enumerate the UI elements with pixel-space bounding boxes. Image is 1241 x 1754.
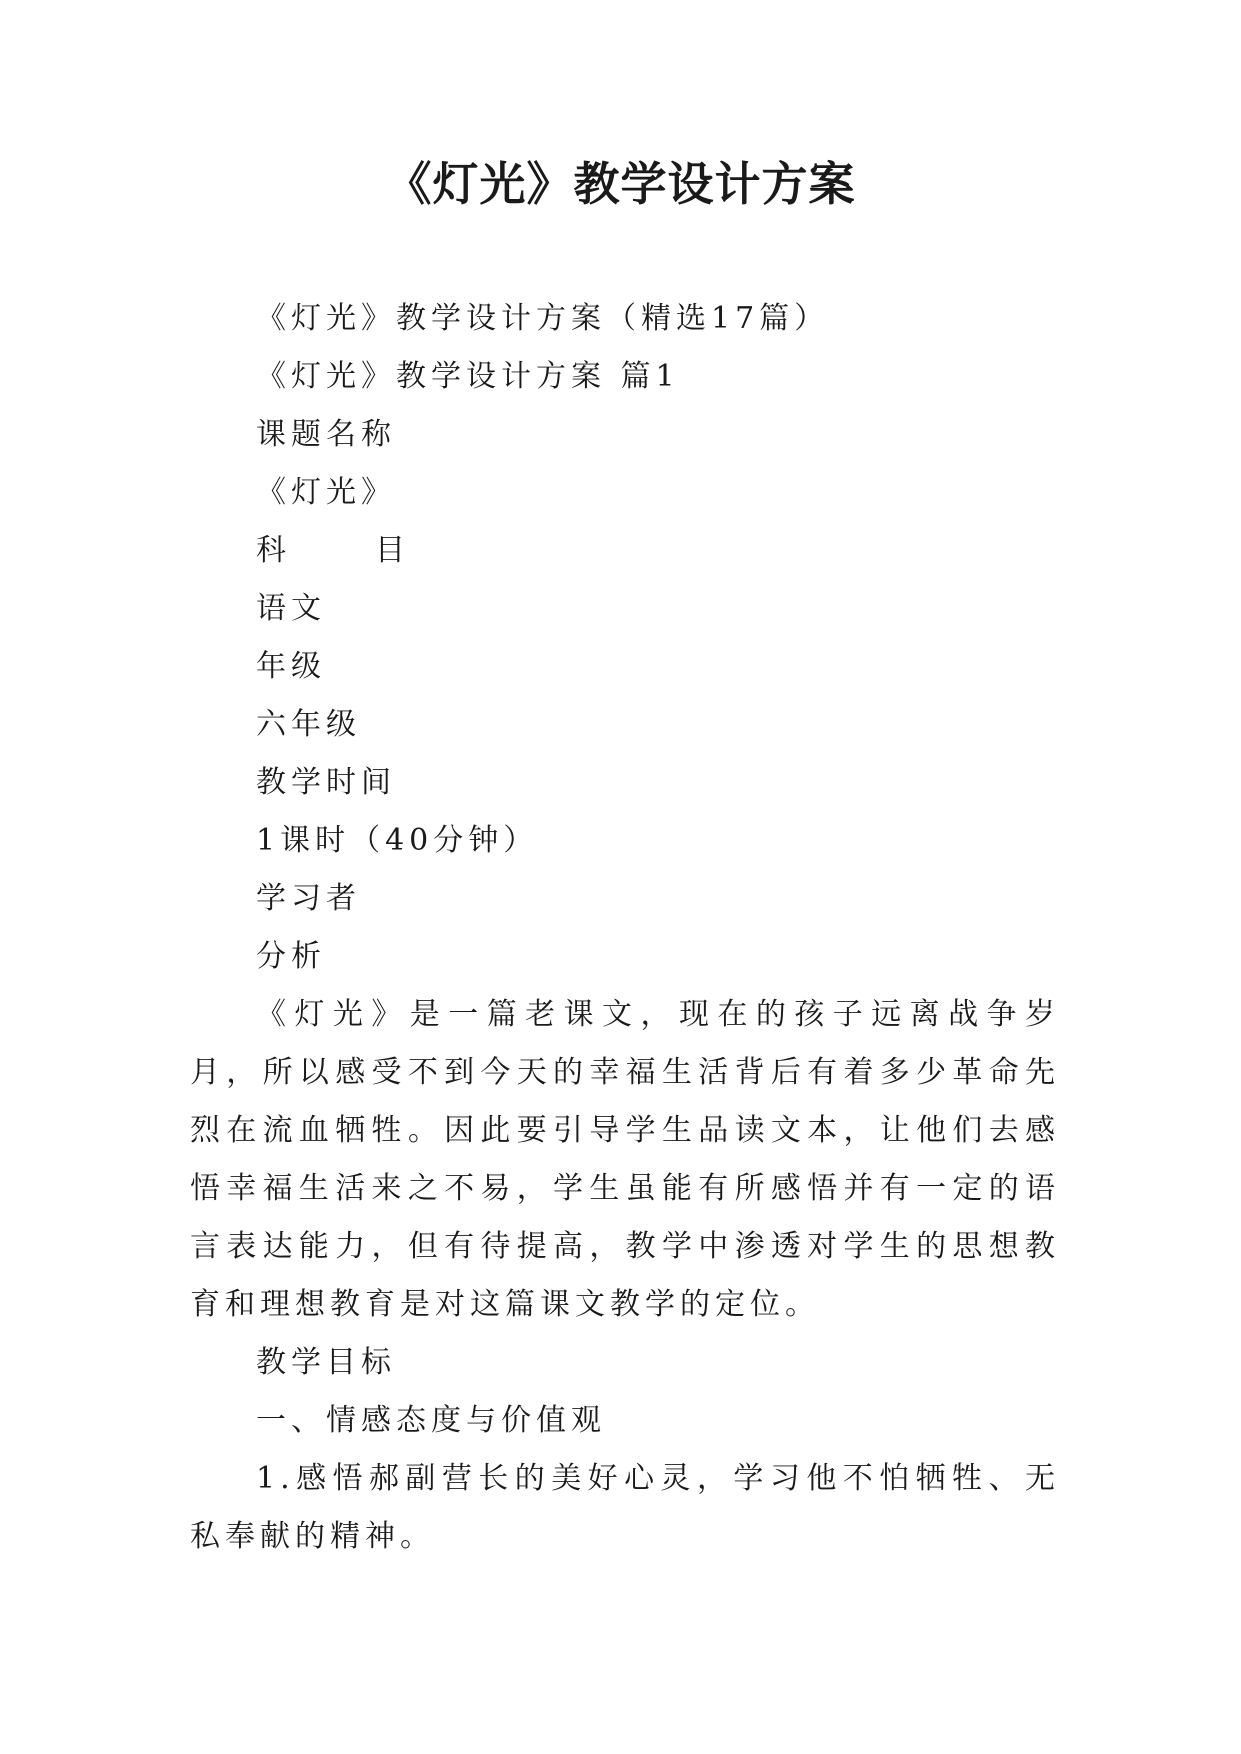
subject-label-part1: 科 [256,533,291,568]
subject-label [190,522,1060,580]
document-title: 《灯光》教学设计方案 [385,157,856,211]
learner-label-line1: 学习者 [256,881,361,916]
document-subtitle: 《灯光》教学设计方案（精选17篇） [256,301,830,336]
topic-label: 课题名称 [256,417,396,452]
subject-label-part2: 目 [375,533,410,568]
time-value: 1课时（40分钟） [256,823,539,858]
document-body [190,290,1060,1566]
grade-value: 六年级 [256,707,361,742]
goals-heading: 教学目标 [256,1345,396,1380]
section-heading: 《灯光》教学设计方案 篇1 [256,359,680,394]
subject-value: 语文 [256,591,326,626]
goal-item-1: 1.感悟郝副营长的美好心灵，学习他不怕牺牲、无私奉献的精神。 [190,1461,1060,1554]
topic-value: 《灯光》 [256,475,396,510]
grade-label: 年级 [256,649,326,684]
goal-section-1: 一、情感态度与价值观 [256,1403,606,1438]
learner-label-line2: 分析 [256,939,326,974]
learner-analysis-paragraph: 《灯光》是一篇老课文，现在的孩子远离战争岁月，所以感受不到今天的幸福生活背后有着多少革命先烈在流血牺牲。因此要引导学生品读文本，让他们去感悟幸福生活来之不易，学生虽能有所感悟并有一定的语言表达能力，但有待提高，教学中渗透对学生的思想教育和理想教育是对这篇课文教学的定位。 [190,997,1060,1322]
time-label: 教学时间 [256,765,396,800]
